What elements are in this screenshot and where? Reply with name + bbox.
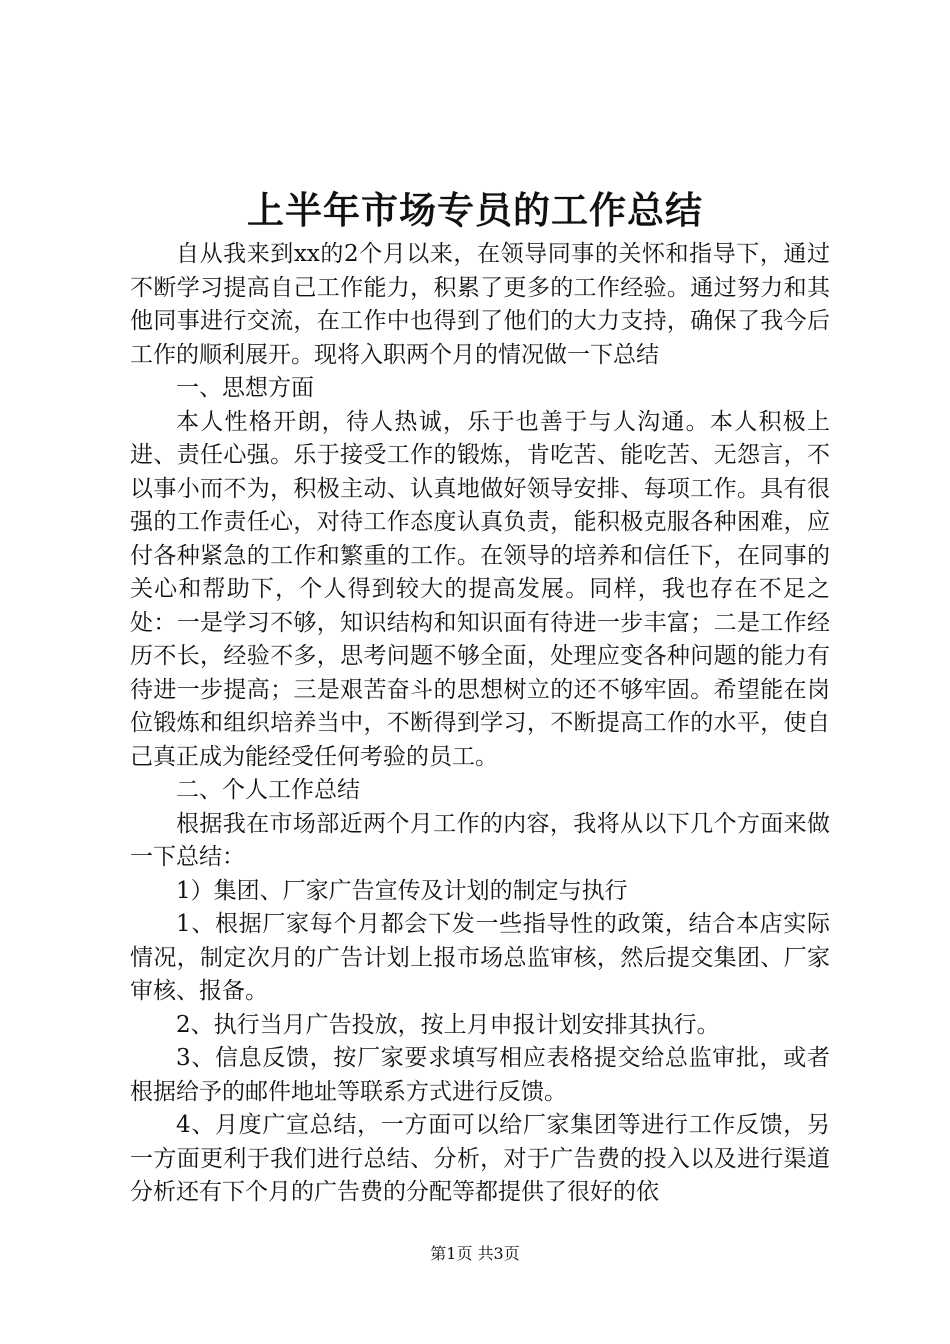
page-indicator: 第1页 共3页 xyxy=(430,1244,520,1263)
paragraph-intro: 自从我来到xx的2个月以来，在领导同事的关怀和指导下，通过不断学习提高自己工作能力，积累了更多的工作经验。通过努力和其他同事进行交流，在工作中也得到了他们的大力支持，确保了我今后工作的顺利展开。现将入职两个月的情况做一下总结 xyxy=(130,241,830,368)
paragraph-thought: 本人性格开朗，待人热诚，乐于也善于与人沟通。本人积极上进、责任心强。乐于接受工作的锻炼，肯吃苦、能吃苦、无怨言，不以事小而不为，积极主动、认真地做好领导安排、每项工作。具有很强的工作责任心，对待工作态度认真负责，能积极克服各种困难，应付各种紧急的工作和繁重的工作。在领导的培养和信任下，在同事的关心和帮助下，个人得到较大的提高发展。同样，我也存在不足之处：一是学习不够，知识结构和知识面有待进一步丰富；二是工作经历不长，经验不多，思考问题不够全面，处理应变各种问题的能力有待进一步提高；三是艰苦奋斗的思想树立的还不够牢固。希望能在岗位锻炼和组织培养当中，不断得到学习，不断提高工作的水平，使自己真正成为能经受任何考验的员工。 xyxy=(130,408,830,770)
list-item-3: 3、信息反馈，按厂家要求填写相应表格提交给总监审批，或者根据给予的邮件地址等联系方式进行反馈。 xyxy=(130,1045,830,1105)
subsection-heading-advertising: 1）集团、厂家广告宣传及计划的制定与执行 xyxy=(176,877,628,904)
section-heading-work-summary: 二、个人工作总结 xyxy=(176,777,360,803)
list-item-2: 2、执行当月广告投放，按上月申报计划安排其执行。 xyxy=(176,1011,720,1038)
paragraph-work-summary-intro: 根据我在市场部近两个月工作的内容，我将从以下几个方面来做一下总结： xyxy=(130,810,830,870)
list-item-4: 4、月度广宣总结，一方面可以给厂家集团等进行工作反馈，另一方面更利于我们进行总结、分析，对于广告费的投入以及进行渠道分析还有下个月的广告费的分配等都提供了很好的依 xyxy=(130,1112,830,1205)
section-heading-thought: 一、思想方面 xyxy=(176,375,314,401)
document-body xyxy=(130,238,830,1210)
page-title: 上半年市场专员的工作总结 xyxy=(247,188,703,232)
list-item-1: 1、根据厂家每个月都会下发一些指导性的政策，结合本店实际情况，制定次月的广告计划上报市场总监审核，然后提交集团、厂家审核、报备。 xyxy=(130,911,830,1004)
